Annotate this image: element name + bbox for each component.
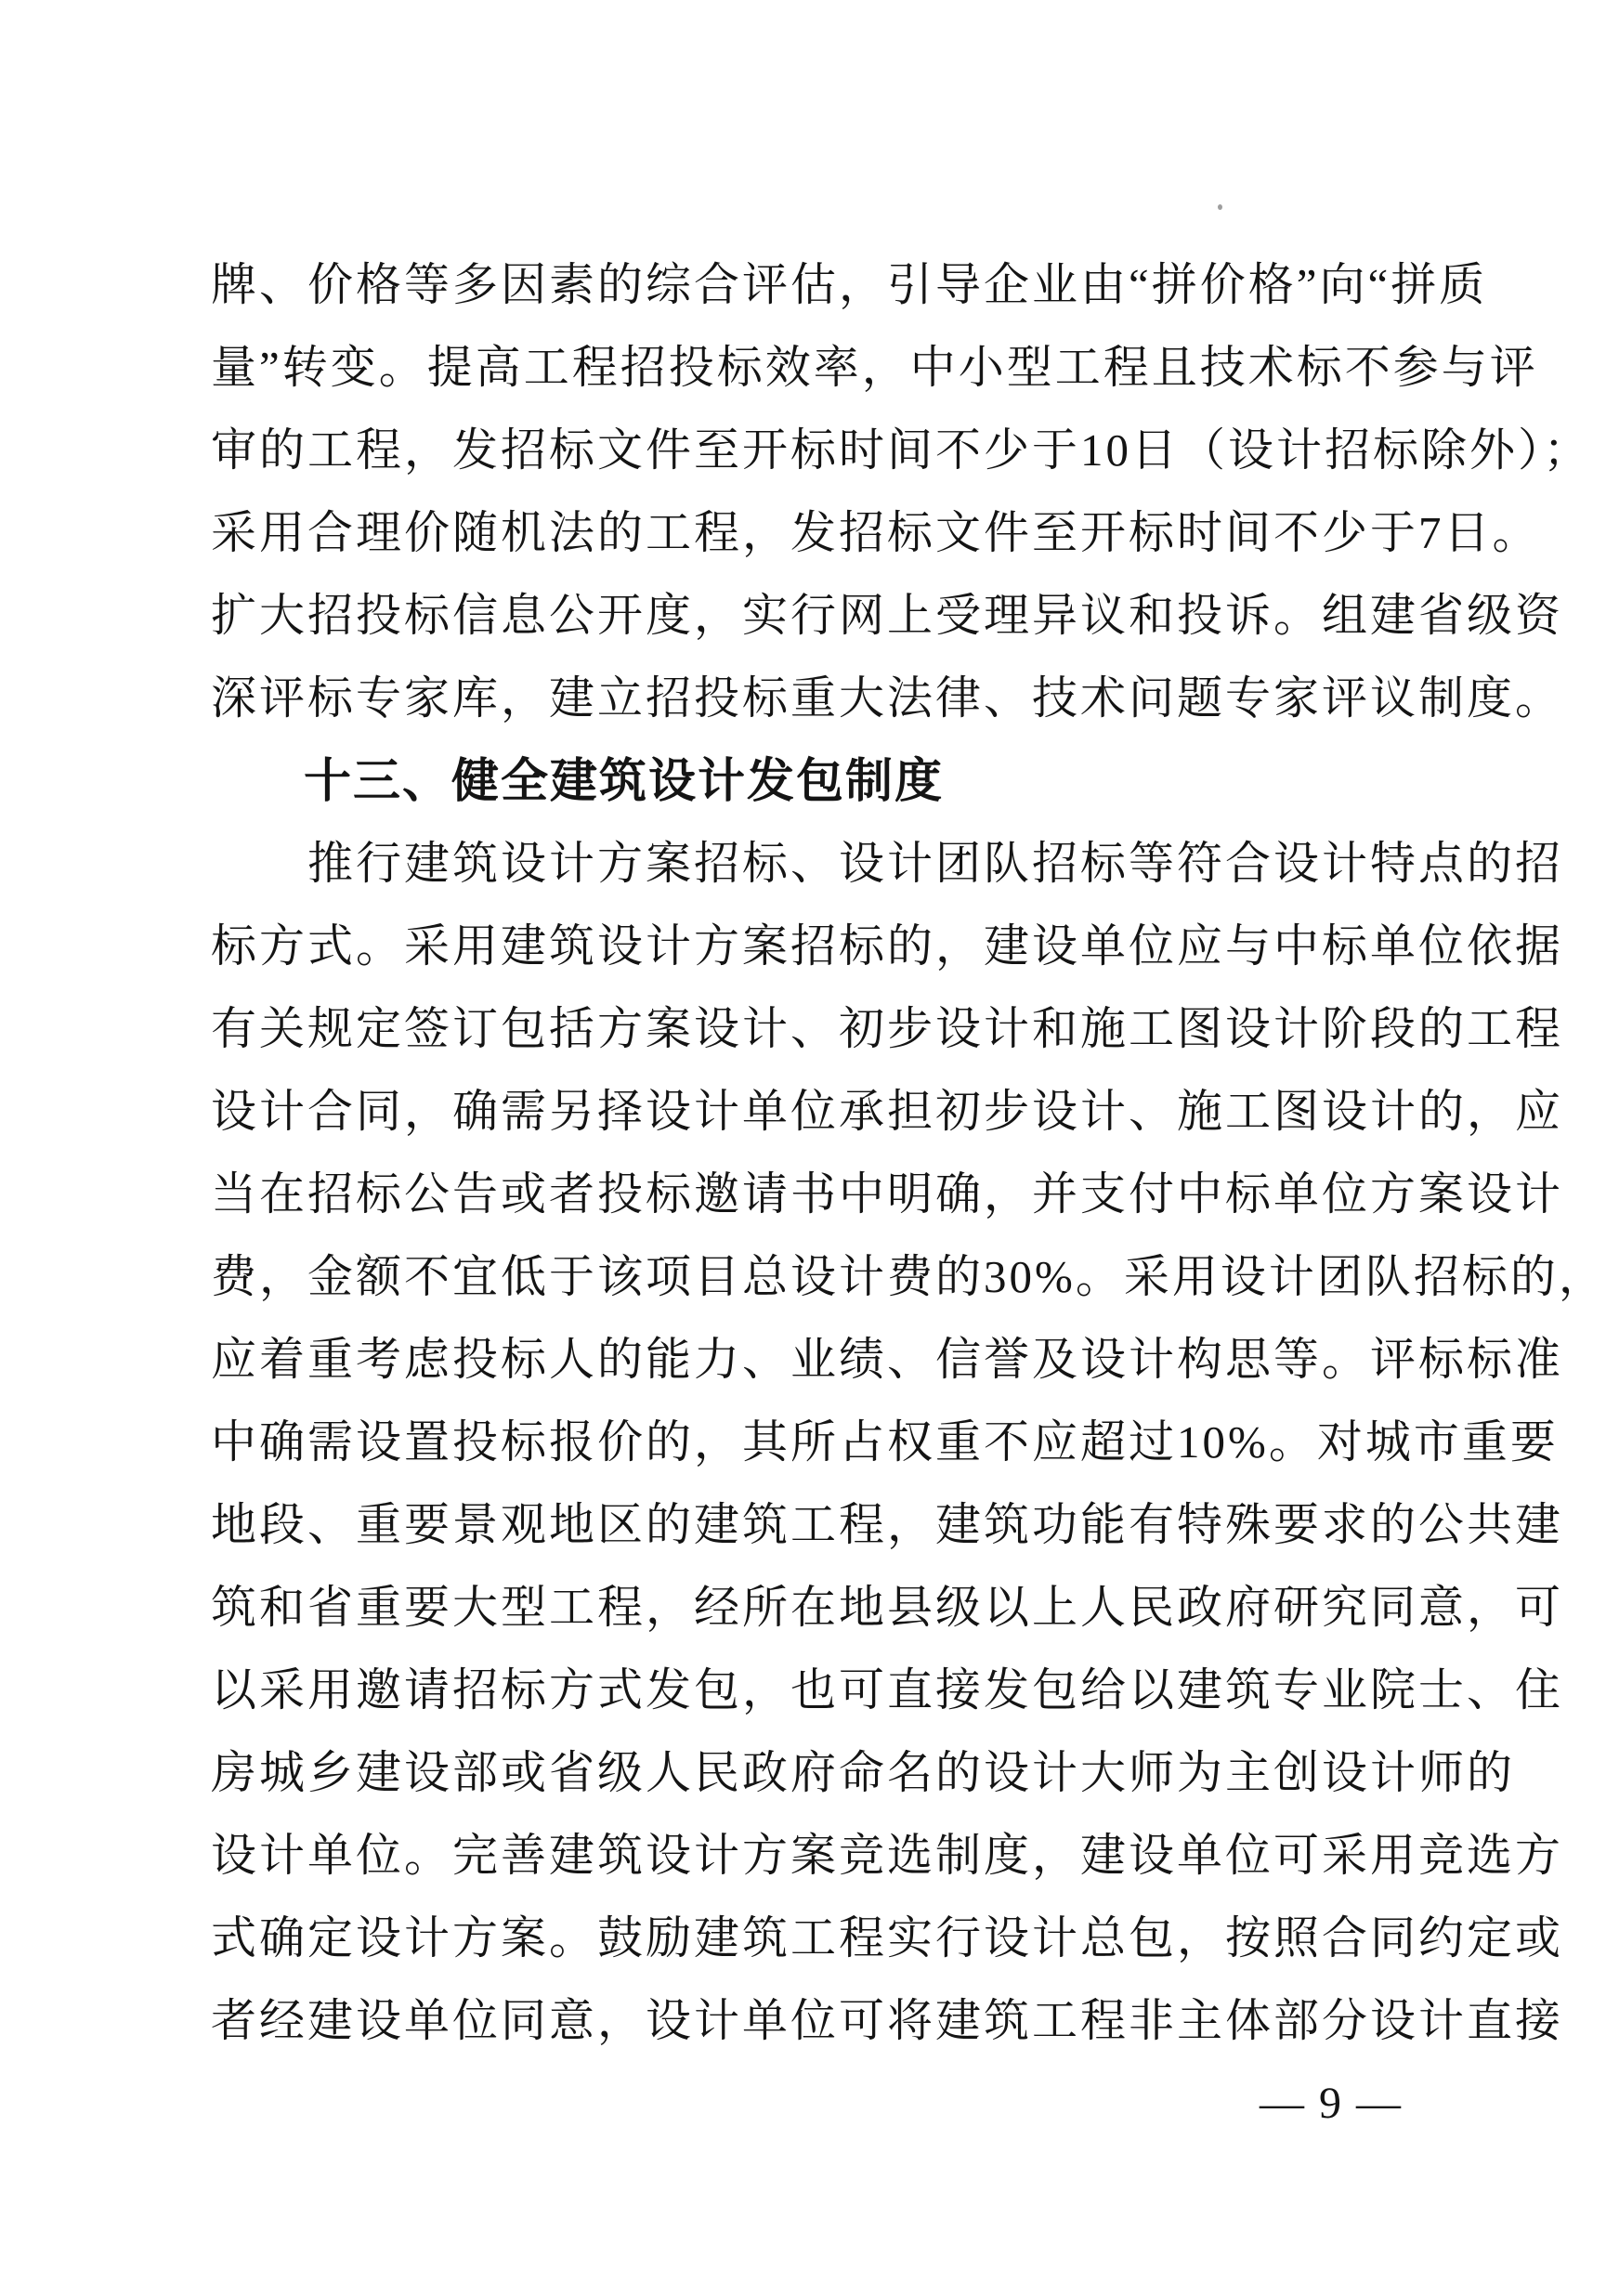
scan-speck bbox=[1218, 204, 1222, 210]
text-line: 当在招标公告或者投标邀请书中明确，并支付中标单位方案设计 bbox=[211, 1168, 1564, 1220]
text-line: 标方式。采用建筑设计方案招标的，建设单位应与中标单位依据 bbox=[211, 920, 1564, 972]
text-line: 者经建设单位同意，设计单位可将建筑工程非主体部分设计直接 bbox=[211, 1995, 1564, 2046]
text-line: 筑和省重要大型工程，经所在地县级以上人民政府研究同意，可 bbox=[211, 1582, 1564, 1633]
text-line: 中确需设置投标报价的，其所占权重不应超过10%。对城市重要 bbox=[211, 1416, 1559, 1468]
text-line: 费，金额不宜低于该项目总设计费的30%。采用设计团队招标的， bbox=[211, 1251, 1607, 1302]
text-line: 扩大招投标信息公开度，实行网上受理异议和投诉。组建省级资 bbox=[211, 590, 1564, 641]
text-line: 设计合同，确需另择设计单位承担初步设计、施工图设计的，应 bbox=[211, 1086, 1564, 1137]
text-line: 审的工程，发招标文件至开标时间不少于10日（设计招标除外）； bbox=[211, 424, 1592, 476]
text-line: 推行建筑设计方案招标、设计团队招标等符合设计特点的招 bbox=[307, 838, 1564, 889]
text-line: 量”转变。提高工程招投标效率，中小型工程且技术标不参与评 bbox=[211, 342, 1538, 393]
text-line: 式确定设计方案。鼓励建筑工程实行设计总包，按照合同约定或 bbox=[211, 1912, 1564, 1963]
text-line: 有关规定签订包括方案设计、初步设计和施工图设计阶段的工程 bbox=[211, 1003, 1564, 1054]
body-text bbox=[211, 243, 1607, 2062]
text-line: 地段、重要景观地区的建筑工程，建筑功能有特殊要求的公共建 bbox=[211, 1499, 1564, 1550]
text-line: 房城乡建设部或省级人民政府命名的设计大师为主创设计师的 bbox=[211, 1747, 1516, 1798]
text-line: 深评标专家库，建立招投标重大法律、技术问题专家评议制度。 bbox=[211, 672, 1564, 724]
text-line: 设计单位。完善建筑设计方案竞选制度，建设单位可采用竞选方 bbox=[211, 1830, 1564, 1881]
text-line: 牌、价格等多因素的综合评估，引导企业由“拼价格”向“拼质 bbox=[211, 259, 1488, 310]
section-heading: 十三、健全建筑设计发包制度 bbox=[304, 754, 945, 807]
text-line: 采用合理价随机法的工程，发招标文件至开标时间不少于7日。 bbox=[211, 507, 1541, 558]
text-line: 以采用邀请招标方式发包，也可直接发包给以建筑专业院士、住 bbox=[211, 1664, 1564, 1715]
page-number: — 9 — bbox=[1260, 2079, 1403, 2128]
text-line: 应着重考虑投标人的能力、业绩、信誉及设计构思等。评标标准 bbox=[211, 1334, 1564, 1385]
